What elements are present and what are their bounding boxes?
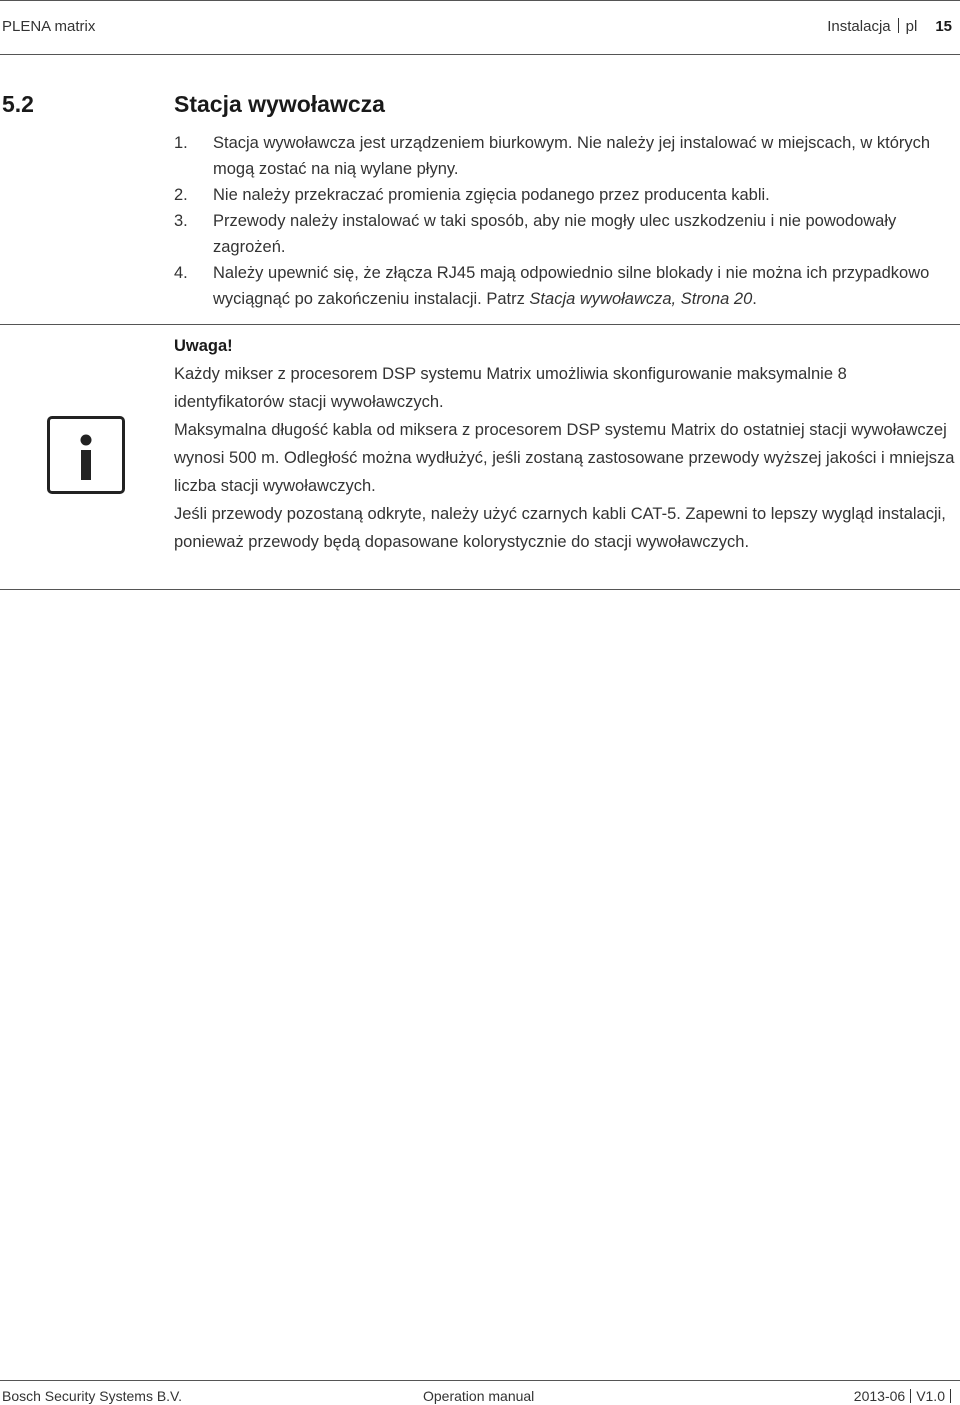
page-number: 15 (935, 18, 952, 35)
list-item (174, 130, 960, 182)
footer-separator (950, 1389, 951, 1403)
header-separator (898, 18, 899, 33)
list-item-number: 1. (174, 134, 188, 152)
footer-rule (0, 1380, 960, 1381)
note-box (174, 332, 960, 556)
note-paragraph: Każdy mikser z procesorem DSP systemu Matrix umożliwia skonfigurowanie maksymalnie 8 identyfikatorów stacji wywoławczych. (174, 365, 847, 411)
footer-date: 2013-06 (853, 1388, 906, 1404)
list-item-number: 3. (174, 212, 188, 230)
footer-doc-type: Operation manual (423, 1388, 535, 1404)
note-title: Uwaga! (174, 337, 233, 355)
list-item-suffix: . (752, 290, 757, 308)
header-bottom-rule (0, 54, 960, 55)
footer-separator (910, 1389, 911, 1403)
cross-reference-link[interactable]: Stacja wywoławcza, Strona 20 (529, 290, 753, 308)
list-item-text: Przewody należy instalować w taki sposób, aby nie mogły ulec uszkodzeniu i nie powodowały zagrożeń. (213, 212, 897, 256)
footer-version: V1.0 (916, 1388, 945, 1404)
footer-right (854, 1388, 956, 1404)
note-bottom-rule (0, 589, 960, 590)
info-icon (47, 416, 125, 494)
note-paragraph: Maksymalna długość kabla od miksera z procesorem DSP systemu Matrix do ostatniej stacji wywoławczej wynosi 500 m. Odległość można wydłużyć, jeśli zostaną zastosowane przewody wyższej jakości i mniejsza liczba stacji wywoławczych. (174, 421, 955, 495)
list-item (174, 208, 960, 260)
list-item-text: Należy upewnić się, że złącza RJ45 mają odpowiednio silne blokady i nie można ich przypadkowo wyciągnąć po zakończeniu instalacji. Patrz (213, 264, 930, 308)
installation-steps-list (174, 130, 960, 312)
section-number: 5.2 (2, 91, 34, 117)
list-item-text: Stacja wywoławcza jest urządzeniem biurkowym. Nie należy jej instalować w miejscach, w których mogą zostać na nią wylane płyny. (213, 134, 931, 178)
header-product-name: PLENA matrix (2, 18, 96, 35)
header-language: pl (905, 18, 918, 35)
header-chapter: Instalacja (827, 18, 891, 35)
note-top-rule (0, 324, 960, 325)
section-title: Stacja wywoławcza (174, 91, 385, 117)
list-item-text: Nie należy przekraczać promienia zgięcia podanego przez producenta kabli. (213, 186, 770, 204)
list-item (174, 260, 960, 312)
note-paragraph: Jeśli przewody pozostaną odkryte, należy użyć czarnych kabli CAT-5. Zapewni to lepszy wygląd instalacji, ponieważ przewody będą dopasowane kolorystycznie do stacji wywoławczych. (174, 505, 946, 551)
list-item (174, 182, 960, 208)
page-header (0, 0, 960, 55)
info-icon-glyph (50, 419, 122, 491)
list-item-number: 4. (174, 264, 188, 282)
header-right (827, 18, 952, 35)
header-top-rule (0, 0, 960, 1)
footer-company: Bosch Security Systems B.V. (2, 1388, 182, 1404)
list-item-number: 2. (174, 186, 188, 204)
